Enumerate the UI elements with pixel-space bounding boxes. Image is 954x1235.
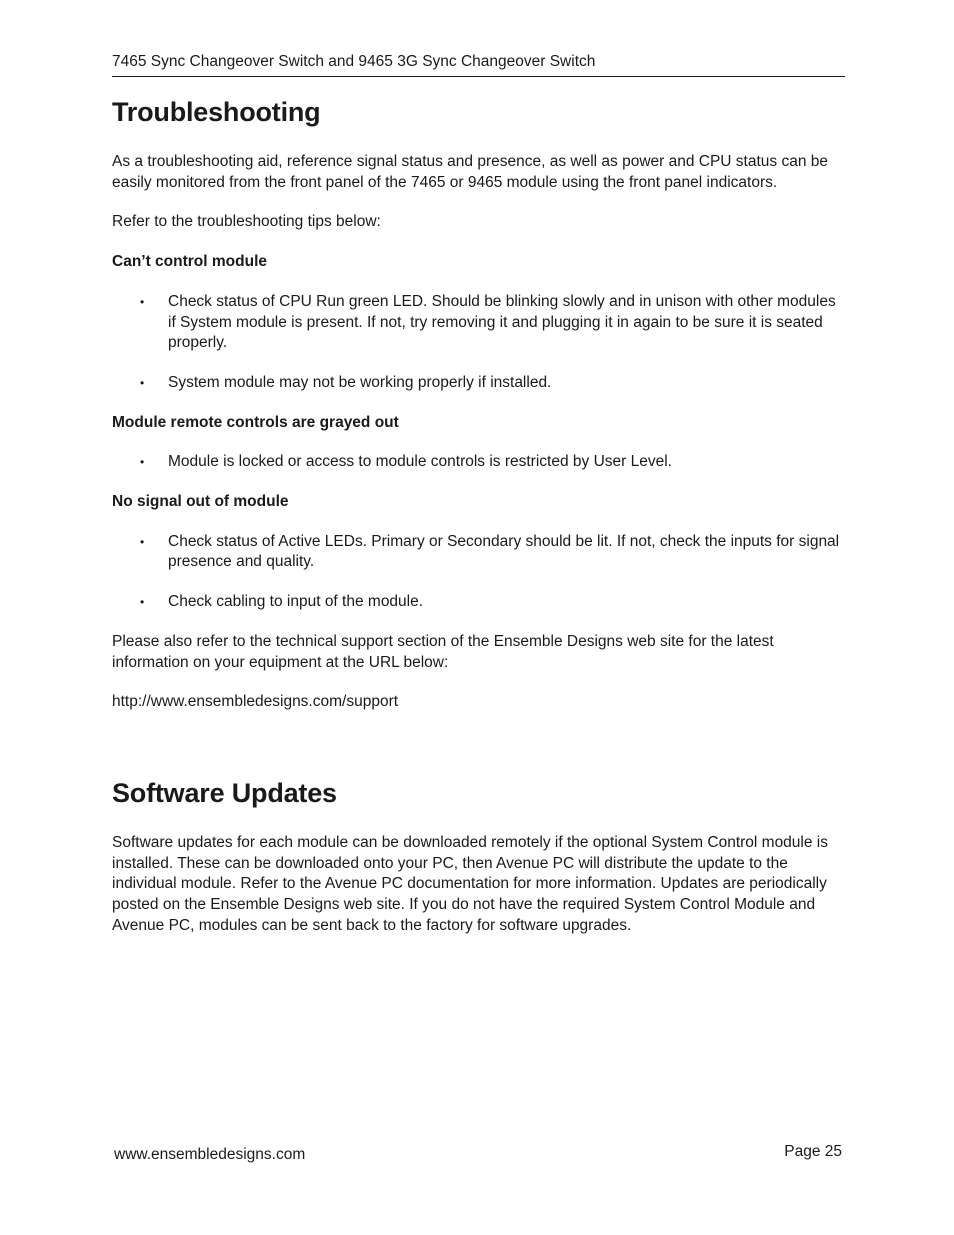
footer-website: www.ensembledesigns.com xyxy=(114,1146,306,1163)
troubleshooting-intro: As a troubleshooting aid, reference signal status and presence, as well as power and CPU status can be easily monitored from the front panel of the 7465 or 9465 module using the front panel indicators. xyxy=(112,153,828,191)
list-item-text: Check cabling to input of the module. xyxy=(168,593,424,611)
bullet-icon: • xyxy=(140,455,145,470)
bullet-icon: • xyxy=(140,294,145,309)
page-content xyxy=(112,94,847,955)
list-item-text: System module may not be working properly if installed. xyxy=(168,373,552,391)
footer-page-number: Page 25 xyxy=(784,1143,842,1160)
support-text: Please also refer to the technical support section of the Ensemble Designs web site for the latest information on your equipment at the URL below: xyxy=(112,632,774,671)
list-item-text: Check status of Active LEDs. Primary or Secondary should be lit. If not, check the inputs for signal presence and quality. xyxy=(168,532,840,571)
software-updates-body: Software updates for each module can be downloaded remotely if the optional System Control module is installed. These can be downloaded onto your PC, then Avenue PC will distribute the update to the individual module. Refer to the Avenue PC documentation for more information. Updates are periodically posted on the Ensemble Designs web site. If you do not have the required System Control Module and Avenue PC, modules can be sent back to the factory for software upgrades. xyxy=(112,833,828,934)
troubleshooting-refer: Refer to the troubleshooting tips below: xyxy=(112,213,381,231)
subhead-grayed-out: Module remote controls are grayed out xyxy=(112,413,399,431)
running-header: 7465 Sync Changeover Switch and 9465 3G Sync Changeover Switch xyxy=(112,52,845,77)
software-updates-heading: Software Updates xyxy=(112,777,337,808)
bullet-icon: • xyxy=(140,534,145,549)
list-item-text: Check status of CPU Run green LED. Should be blinking slowly and in unison with other modules if System module is present. If not, try removing it and plugging it in again to be sure it is seated properly. xyxy=(168,292,836,352)
list-item-text: Module is locked or access to module controls is restricted by User Level. xyxy=(168,453,672,471)
tips-list-cant-control xyxy=(112,292,847,394)
list-item xyxy=(112,452,847,473)
list-item xyxy=(112,292,847,354)
tips-list-no-signal xyxy=(112,532,847,613)
list-item xyxy=(112,373,847,394)
support-url: http://www.ensembledesigns.com/support xyxy=(112,693,399,711)
bullet-icon: • xyxy=(140,595,145,610)
troubleshooting-heading: Troubleshooting xyxy=(112,97,321,127)
tips-list-grayed-out xyxy=(112,452,847,473)
bullet-icon: • xyxy=(140,375,145,390)
subhead-no-signal: No signal out of module xyxy=(112,493,289,511)
subhead-cant-control: Can’t control module xyxy=(112,253,267,271)
list-item xyxy=(112,592,847,613)
list-item xyxy=(112,532,847,573)
